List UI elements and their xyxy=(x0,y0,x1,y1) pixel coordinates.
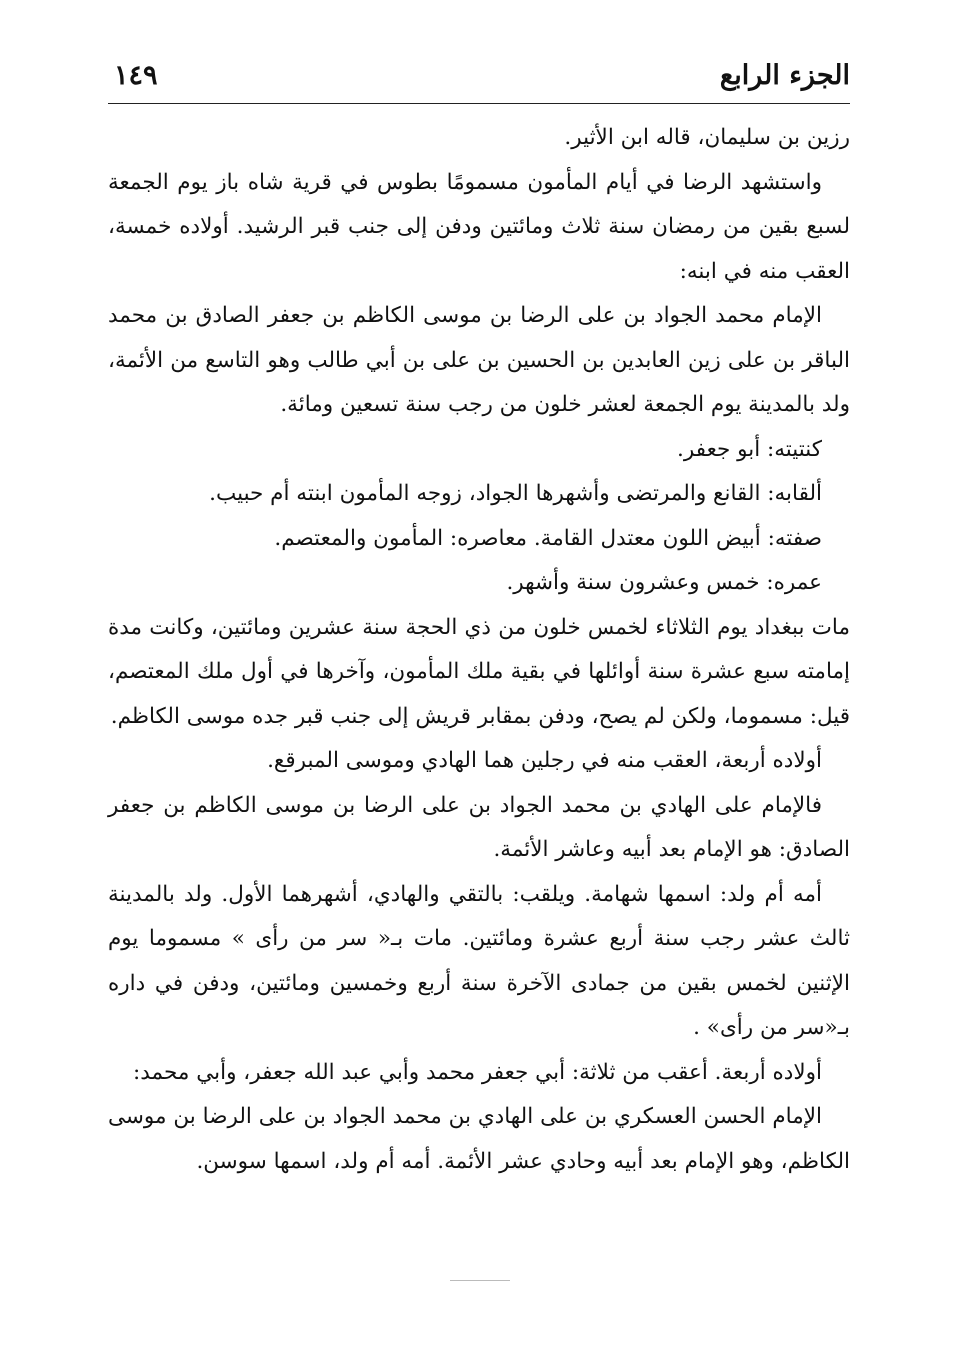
body-text xyxy=(108,116,850,1184)
field-label: عمره: xyxy=(766,570,822,595)
paragraph: الإمام الحسن العسكري بن على الهادي بن محمد الجواد بن على الرضا بن موسى الكاظم، وهو الإمام بعد أبيه وحادي عشر الأئمة. أمه أم ولد، اسمها سوسن. xyxy=(108,1104,850,1174)
paragraph: رزين بن سليمان، قاله ابن الأثير. xyxy=(564,125,850,150)
field-description xyxy=(108,517,850,562)
field-value: القانع والمرتضى وأشهرها الجواد، زوجه المأمون ابنته أم حبيب. xyxy=(209,481,761,506)
paragraph: أولاده أربعة. أعقب من ثلاثة: أبي جعفر محمد وأبي عبد الله جعفر، وأبي محمد: xyxy=(133,1059,822,1085)
field-label: صفته: xyxy=(767,525,822,551)
field-value: أبيض اللون معتدل القامة. معاصره: المأمون والمعتصم. xyxy=(274,525,761,551)
paragraph: الإمام محمد الجواد بن على الرضا بن موسى الكاظم بن جعفر الصادق بن محمد الباقر بن على زين العابدين بن الحسين بن على بن أبي طالب وهو التاسع من الأئمة، ولد بالمدينة يوم الجمعة لعشر خلون من رجب سنة تسعين ومائة. xyxy=(108,303,850,417)
paragraph: أمه أم ولد: اسمها شهامة. ويلقب: بالتقي والهادي، أشهرهما الأول. ولد بالمدينة ثالث عشر رجب سنة أربع عشرة ومائتين. مات بـ« سر من رأى » مسموما يوم الإثنين لخمس بقين من جمادى الآخرة سنة أربع وخمسين ومائتين، ودفن في داره بـ«سر من رأى» . xyxy=(108,881,850,1040)
field-label: ألقابه: xyxy=(767,481,822,506)
paragraph: واستشهد الرضا في أيام المأمون مسمومًا بطوس في قرية شاه باز يوم الجمعة لسبع بقين من رمضان سنة ثلاث ومائتين ودفن إلى جنب قبر الرشيد. أولاده خمسة، العقب منه في ابنه: xyxy=(108,169,850,284)
field-value: خمس وعشرون سنة وأشهر. xyxy=(506,570,760,595)
field-titles xyxy=(108,472,850,517)
running-title: الجزء الرابع xyxy=(719,60,850,91)
footer-mark xyxy=(450,1280,510,1281)
paragraph: مات ببغداد يوم الثلاثاء لخمس خلون من ذي الحجة سنة عشرين ومائتين، وكانت مدة إمامته سبع عشرة سنة أوائلها في بقية ملك المأمون، وآخرها في أول ملك المعتصم، قيل: مسموما، ولكن لم يصح، ودفن بمقابر قريش إلى جنب قبر جده موسى الكاظم. xyxy=(108,614,850,729)
page-number: ١٤٩ xyxy=(114,60,158,91)
field-label: كنتيته: xyxy=(767,436,822,462)
field-value: أبو جعفر. xyxy=(677,436,761,462)
header-divider xyxy=(108,103,850,104)
paragraph: أولاده أربعة، العقب منه في رجلين هما الهادي وموسى المبرقع. xyxy=(267,748,822,773)
field-kunya xyxy=(108,428,850,473)
page-header xyxy=(108,58,850,102)
paragraph: فالإمام على الهادي بن محمد الجواد بن على الرضا بن موسى الكاظم بن جعفر الصادق: هو الإمام بعد أبيه وعاشر الأئمة. xyxy=(108,792,850,862)
field-age xyxy=(108,561,850,606)
